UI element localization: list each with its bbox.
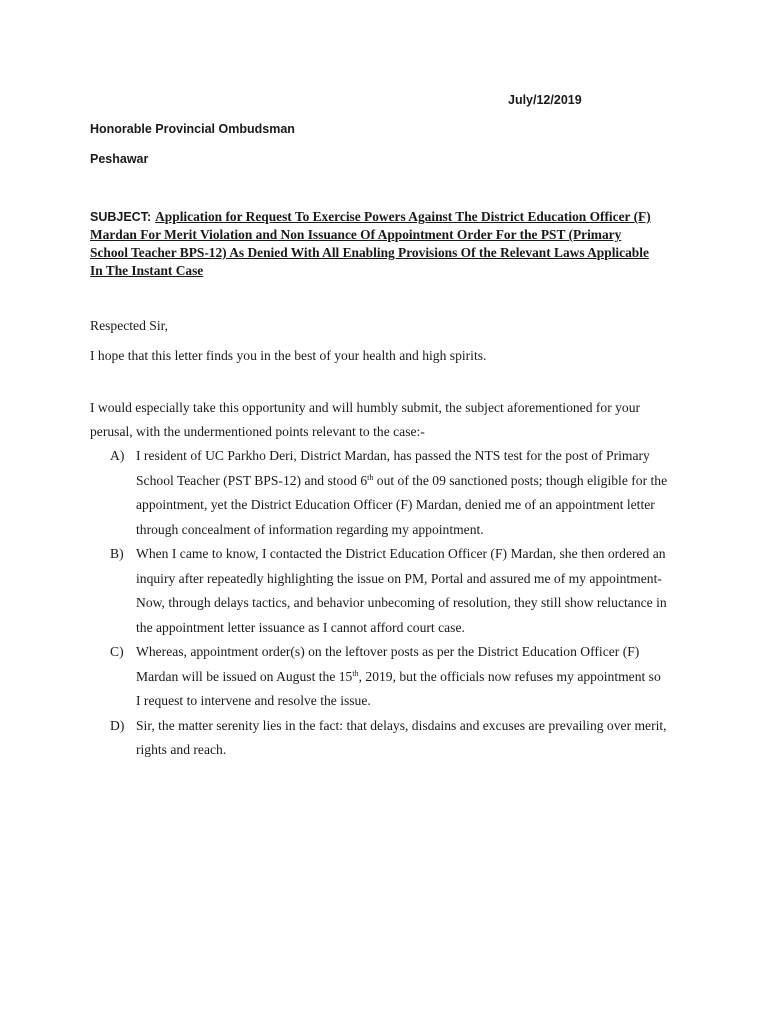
list-item-line (136, 665, 690, 690)
list-item-line: inquiry after repeatedly highlighting the issue on PM, Portal and assured me of my appointment- (136, 570, 662, 586)
list-marker: C) (110, 644, 124, 659)
list-marker: A) (110, 448, 125, 463)
list-item-line: through concealment of information regarding my appointment. (136, 521, 484, 537)
line-text: , 2019, but the officials now refuses my appointment so (358, 668, 661, 684)
list-item-line: Now, through delays tactics, and behavior unbecoming of resolution, they still show reluctance in (136, 595, 667, 610)
subject-line: Application for Request To Exercise Powers Against The District Education Officer (F) (155, 209, 651, 224)
subject-block (90, 208, 690, 280)
list-item (90, 640, 690, 714)
list-item-line (136, 469, 690, 494)
greeting-paragraph: I hope that this letter finds you in the best of your health and high spirits. (90, 348, 487, 363)
subject-line: In The Instant Case (90, 263, 204, 278)
line-text: out of the 09 sanctioned posts; though eligible for the (373, 472, 668, 488)
intro-line: perusal, with the undermentioned points relevant to the case:- (90, 424, 425, 439)
list-item-line: I request to intervene and resolve the issue. (136, 693, 371, 708)
ordinal-suffix: th (352, 668, 359, 678)
addressee: Honorable Provincial Ombudsman (90, 122, 295, 136)
list-item (90, 714, 690, 763)
list-item-line: When I came to know, I contacted the District Education Officer (F) Mardan, she then ordered an (136, 546, 666, 561)
list-item-line: Whereas, appointment order(s) on the leftover posts as per the District Education Officer (F) (136, 644, 640, 659)
points-list (90, 444, 690, 763)
salutation: Respected Sir, (90, 318, 168, 333)
subject-line: Mardan For Merit Violation and Non Issuance Of Appointment Order For the PST (Primary (90, 227, 622, 242)
line-text: School Teacher (PST BPS-12) and stood 6 (136, 472, 368, 488)
list-item (90, 542, 690, 640)
list-item-line: Sir, the matter serenity lies in the fact: that delays, disdains and excuses are prevailing over merit, (136, 717, 667, 733)
intro-line: I would especially take this opportunity and will humbly submit, the subject aforementioned for your (90, 400, 641, 415)
list-marker: D) (110, 717, 125, 733)
list-item (90, 444, 690, 542)
ordinal-suffix: th (367, 472, 374, 482)
addressee-city: Peshawar (90, 152, 149, 166)
list-marker: B) (110, 546, 124, 561)
subject-line: School Teacher BPS-12) As Denied With All Enabling Provisions Of the Relevant Laws Applicable (90, 245, 649, 260)
list-item-line: I resident of UC Parkho Deri, District Mardan, has passed the NTS test for the post of Primary (136, 448, 650, 463)
intro-paragraph (90, 396, 690, 444)
letter-date: July/12/2019 (508, 93, 582, 107)
line-text: Mardan will be issued on August the 15 (136, 668, 353, 684)
list-item-line: rights and reach. (136, 742, 227, 757)
list-item-line: appointment, yet the District Education Officer (F) Mardan, denied me of an appointment letter (136, 497, 655, 512)
list-item-line: the appointment letter issuance as I cannot afford court case. (136, 619, 465, 635)
subject-label: SUBJECT: (90, 210, 152, 224)
